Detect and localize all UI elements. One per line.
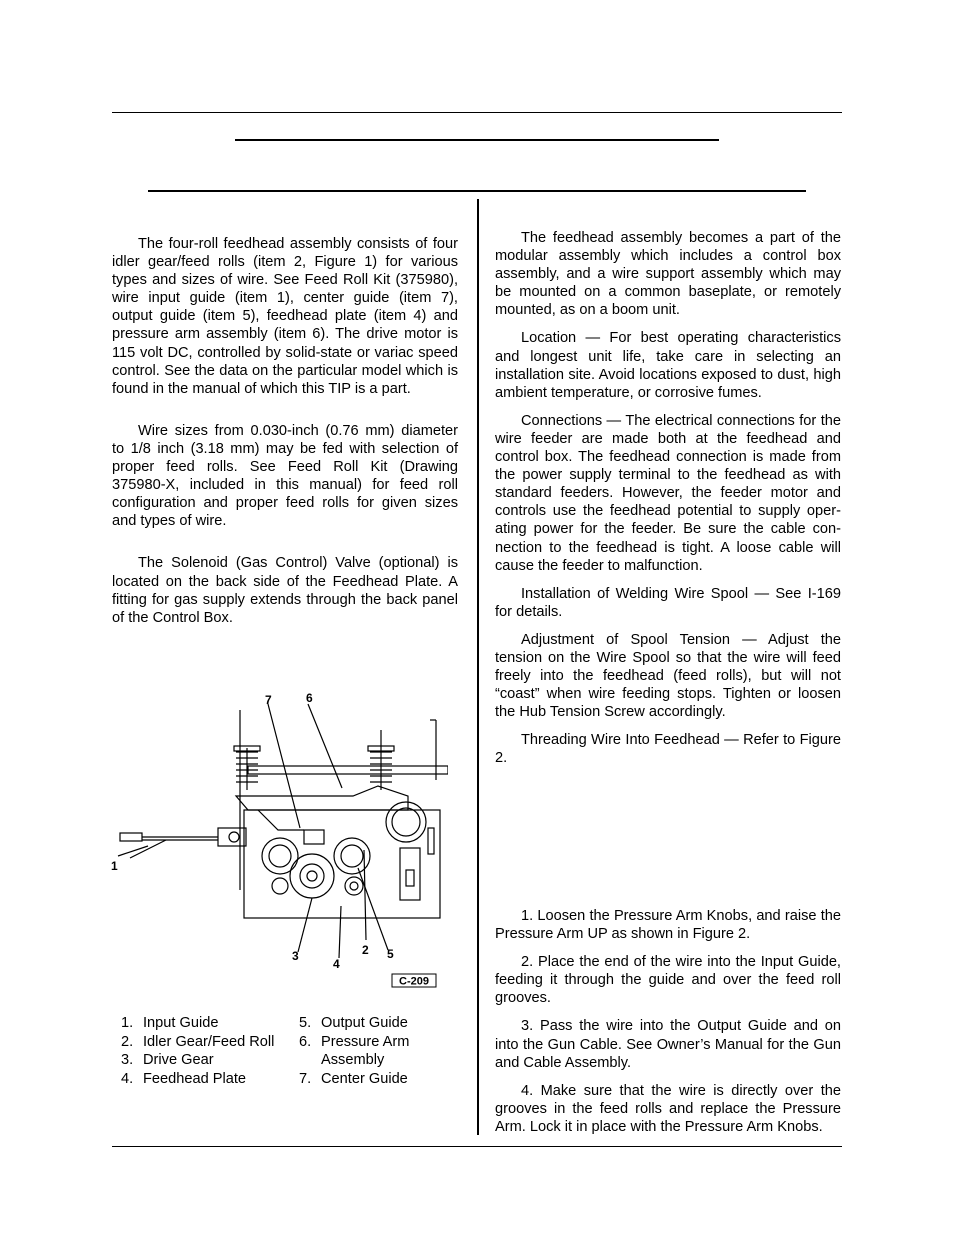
- column-divider: [477, 199, 479, 1135]
- legend-item: 1. Input Guide: [121, 1015, 219, 1031]
- title-rule-lower: [148, 190, 806, 192]
- assembly-paragraph: The feedhead assembly becomes a part of the modular assembly which includes a control box assembly, and a wire support assembly which may be mounted on a common baseplate, or remotely mounted, as on a boom unit.: [495, 230, 841, 319]
- threading-paragraph: Threading Wire Into Feedhead — Refer to Figure 2.: [495, 732, 841, 767]
- callout-6: 6: [306, 691, 313, 705]
- feedhead-diagram: [108, 690, 448, 990]
- step-4: 4. Make sure that the wire is directly over the grooves in the feed rolls and replace the Pressure Arm. Lock it in place with the Pressure Arm Knobs.: [495, 1082, 841, 1135]
- callout-1: 1: [111, 859, 118, 873]
- step-1: 1. Loosen the Pressure Arm Knobs, and raise the Pressure Arm UP as shown in Figure 2.: [495, 908, 841, 943]
- figure-code: C-209: [399, 975, 429, 988]
- solenoid-paragraph: The Solenoid (Gas Control) Valve (optional) is located on the back side of the Feedhead Plate. A fitting for gas supply extends through the back panel of the Control Box.: [112, 555, 458, 626]
- legend-item: 5. Output Guide: [299, 1015, 408, 1031]
- legend-item: 3. Drive Gear: [121, 1052, 214, 1069]
- spool-tension-paragraph: Adjustment of Spool Tension — Adjust the tension on the Wire Spool so that the wire will feed freely into the feedhead (feed rolls), but will not “coast” when wire feeding stops. Tighten or loosen the Hub Tension Screw accordingly.: [495, 631, 841, 721]
- wire-sizes-paragraph: Wire sizes from 0.030-inch (0.76 mm) diameter to 1/8 inch (3.18 mm) may be fed with selection of proper feed rolls. See Feed Roll Kit (Drawing 375980-X, included in this manual) for feed roll configuration and proper feed rolls for given sizes and types of wire.: [112, 422, 458, 530]
- callout-2: 2: [362, 943, 369, 957]
- right-column: [495, 229, 841, 768]
- spool-installation-paragraph: Installation of Welding Wire Spool — See I-169 for details.: [495, 585, 841, 620]
- callout-7: 7: [265, 693, 272, 707]
- left-column: [112, 235, 458, 627]
- bottom-rule: [112, 1146, 842, 1147]
- legend-item: 4. Feedhead Plate: [121, 1070, 247, 1087]
- callout-3: 3: [292, 949, 299, 963]
- connections-paragraph: Connections — The electrical connections for the wire feeder are made both at the feedhead and control box. The feedhead connection is made from the power supply terminal to the feedhead as with standard feeders. However, the feeder motor and controls use the feedhead potential to supply oper-ating power for the feeder. Be sure the cable con-nection to the feedhead is tight. A loose cable will cause the feeder to malfunction.: [495, 412, 841, 574]
- location-paragraph: Location — For best operating characteristics and longest unit life, take care in selecting an installation site. Avoid locations exposed to dust, high ambient temperature, or corrosive fumes.: [495, 330, 841, 401]
- legend-item: 7. Center Guide: [299, 1070, 408, 1087]
- top-rule: [112, 112, 842, 113]
- description-paragraph: The four-roll feedhead assembly consists of four idler gear/feed rolls (item 2, Figure 1) for various types and sizes of wire. See Feed Roll Kit (375980), wire input guide (item 1), center guide (item 7), output guide (item 5), feedhead plate (item 4) and pressure arm assembly (item 6). The drive motor is 115 volt DC, controlled by solid-state or variac speed control. See the data on the particular model which is found in the manual of which this TIP is a part.: [112, 236, 458, 397]
- threading-steps: [495, 907, 841, 1136]
- callout-5: 5: [387, 947, 394, 961]
- legend-col-1: [121, 1014, 274, 1088]
- callout-4: 4: [333, 957, 340, 971]
- legend-item: 6. Pressure Arm: [299, 1033, 410, 1050]
- step-2: 2. Place the end of the wire into the Input Guide, feeding it through the guide and over the feed roll grooves.: [495, 954, 841, 1007]
- legend-item: 2. Idler Gear/Feed Roll: [121, 1033, 275, 1050]
- legend-col-2: [299, 1014, 409, 1088]
- step-3: 3. Pass the wire into the Output Guide and on into the Gun Cable. See Owner’s Manual for the Gun and Cable Assembly.: [495, 1018, 841, 1071]
- legend-item-continued: Assembly: [321, 1052, 385, 1069]
- title-rule-upper: [235, 139, 719, 141]
